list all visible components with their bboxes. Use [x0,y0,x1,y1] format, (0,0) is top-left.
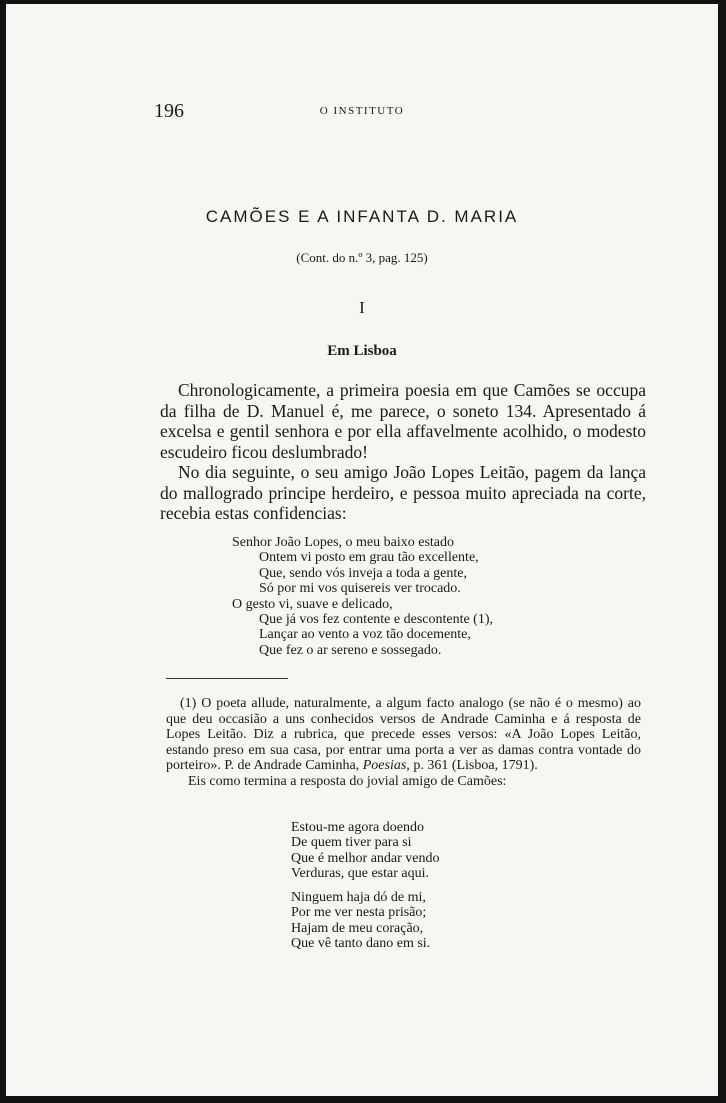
continuation-note: (Cont. do n.º 3, pag. 125) [296,250,428,265]
section-numeral: I [359,298,365,317]
poem-line: Hajam de meu coração, [291,920,424,936]
poem-line: De quem tiver para si [291,835,412,851]
article-title: CAMÕES E A INFANTA D. MARIA [205,207,519,226]
book-page [6,4,718,1096]
poem-line: Que, sendo vós inveja a toda a gente, [259,565,467,581]
journal-title: O INSTITUTO [319,105,405,117]
poem-line: Ninguem haja dó de mi, [291,890,426,905]
poem-line: Verduras, que estar aqui. [291,866,430,882]
sonnet-quote [232,535,493,658]
footnote-divider [166,678,288,679]
poem-line: Que vê tanto dano em si. [291,936,431,952]
footnote-part2: p. 361 (Lisboa, 1791). [413,758,538,774]
poem-line: Que é melhor andar vendo [291,850,440,866]
poem-line: Que fez o ar sereno e sossegado. [259,642,442,658]
paragraph: No dia seguinte, o seu amigo João Lopes Leitão, pagem da lança do mallogrado principe herdeiro, e pessoa muito apreciada na corte, recebia estas confidencias: [160,462,646,523]
poem-line: Ontem vi posto em grau tão excellente, [259,550,479,566]
footnote-intro: Eis como termina a resposta do jovial amigo de Camões: [188,773,507,789]
poem-line: Só por mi vos quisereis ver trocado. [259,581,461,597]
paragraph: Chronologicamente, a primeira poesia em que Camões se occupa da filha de D. Manuel é, me parece, o soneto 134. Apresentado á excelsa e gentil senhora e por ella affavelmente acolhido, o modesto escudeiro ficou deslumbrado! [160,380,646,462]
footnote [166,696,641,790]
section-title: Em Lisboa [327,343,397,359]
footnote-part1: (1) O poeta allude, naturalmente, a algum facto analogo (se não é o mesmo) ao que deu occasião a uns conhecidos versos de Andrade Caminha e á resposta de Lopes Leitão. Diz a rubrica, que precede esses versos: «A João Lopes Leitão, estando preso em sua casa, por entrar uma porta a ver as damas contra vontade do porteiro». P. de Andrade Caminha, [166,696,641,774]
reply-stanza-2 [291,890,430,952]
poem-line: Que já vos fez contente e descontente (1), [259,612,494,628]
poem-line: Estou-me agora doendo [291,820,424,835]
body-text [160,380,646,524]
poem-line: Senhor João Lopes, o meu baixo estado [232,535,455,550]
footnote-text [166,696,641,774]
reply-stanza-1 [291,820,440,882]
poem-line: Por me ver nesta prisão; [291,905,427,921]
poem-line: O gesto vi, suave e delicado, [232,596,393,612]
footnote-work-title: Poesias, [362,758,410,774]
running-head [6,100,718,124]
page-number: 196 [154,100,184,122]
poem-line: Lançar ao vento a voz tão docemente, [259,627,471,643]
